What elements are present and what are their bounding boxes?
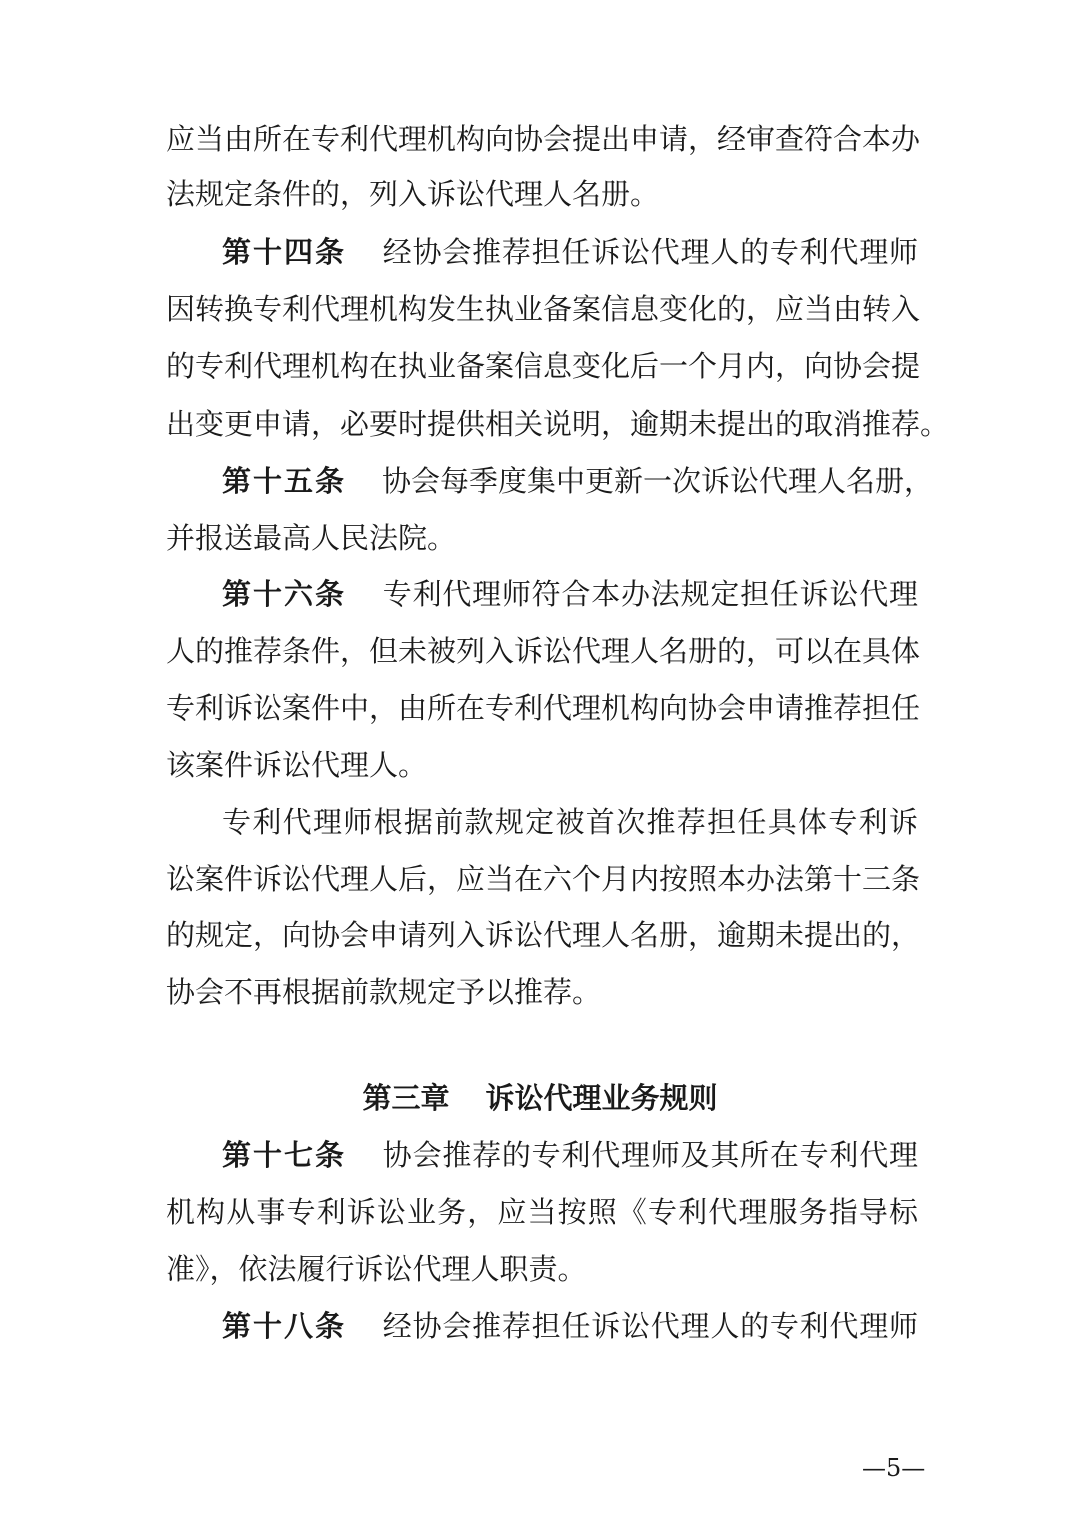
text-line: 机构从事专利诉讼业务，应当按照《专利代理服务指导标 [166, 1195, 918, 1229]
article-14-label: 第十四条 [222, 235, 347, 269]
article-15-text: 协会每季度集中更新一次诉讼代理人名册， [382, 464, 934, 498]
article-14-first-line [222, 232, 918, 272]
chapter-number: 第三章 [362, 1081, 450, 1115]
text-line: 应当由所在专利代理机构向协会提出申请，经审查符合本办 [166, 122, 921, 156]
article-18-label: 第十八条 [222, 1309, 347, 1343]
text-line: 讼案件诉讼代理人后，应当在六个月内按照本办法第十三条 [166, 862, 921, 896]
article-16-first-line [222, 574, 918, 614]
text-line: 并报送最高人民法院。 [166, 521, 457, 555]
text-line: 出变更申请，必要时提供相关说明，逾期未提出的取消推荐。 [166, 407, 950, 441]
article-18-first-line [222, 1306, 918, 1346]
text-line: 的专利代理机构在执业备案信息变化后一个月内，向协会提 [166, 349, 921, 383]
text-line: 协会不再根据前款规定予以推荐。 [166, 975, 602, 1009]
text-line: 专利代理师根据前款规定被首次推荐担任具体专利诉 [222, 805, 918, 839]
chapter-title: 诉讼代理业务规则 [485, 1081, 718, 1115]
text-line: 法规定条件的，列入诉讼代理人名册。 [166, 177, 660, 211]
text-line: 人的推荐条件，但未被列入诉讼代理人名册的，可以在具体 [166, 634, 921, 668]
text-line: 专利诉讼案件中，由所在专利代理机构向协会申请推荐担任 [166, 691, 921, 725]
article-17-label: 第十七条 [222, 1138, 347, 1172]
article-15-first-line [222, 461, 934, 501]
article-16-text: 专利代理师符合本办法规定担任诉讼代理 [382, 577, 918, 611]
article-17-first-line [222, 1135, 918, 1175]
article-15-label: 第十五条 [222, 464, 347, 498]
article-16-label: 第十六条 [222, 577, 347, 611]
text-line: 准》，依法履行诉讼代理人职责。 [166, 1252, 587, 1286]
article-17-text: 协会推荐的专利代理师及其所在专利代理 [382, 1138, 918, 1172]
article-14-text: 经协会推荐担任诉讼代理人的专利代理师 [382, 235, 918, 269]
page-number: —5— [862, 1454, 926, 1482]
article-18-text: 经协会推荐担任诉讼代理人的专利代理师 [382, 1309, 918, 1343]
text-line: 的规定，向协会申请列入诉讼代理人名册，逾期未提出的， [166, 918, 921, 952]
text-line: 该案件诉讼代理人。 [166, 748, 428, 782]
chapter-heading [0, 1078, 1080, 1118]
text-line: 因转换专利代理机构发生执业备案信息变化的，应当由转入 [166, 292, 921, 326]
